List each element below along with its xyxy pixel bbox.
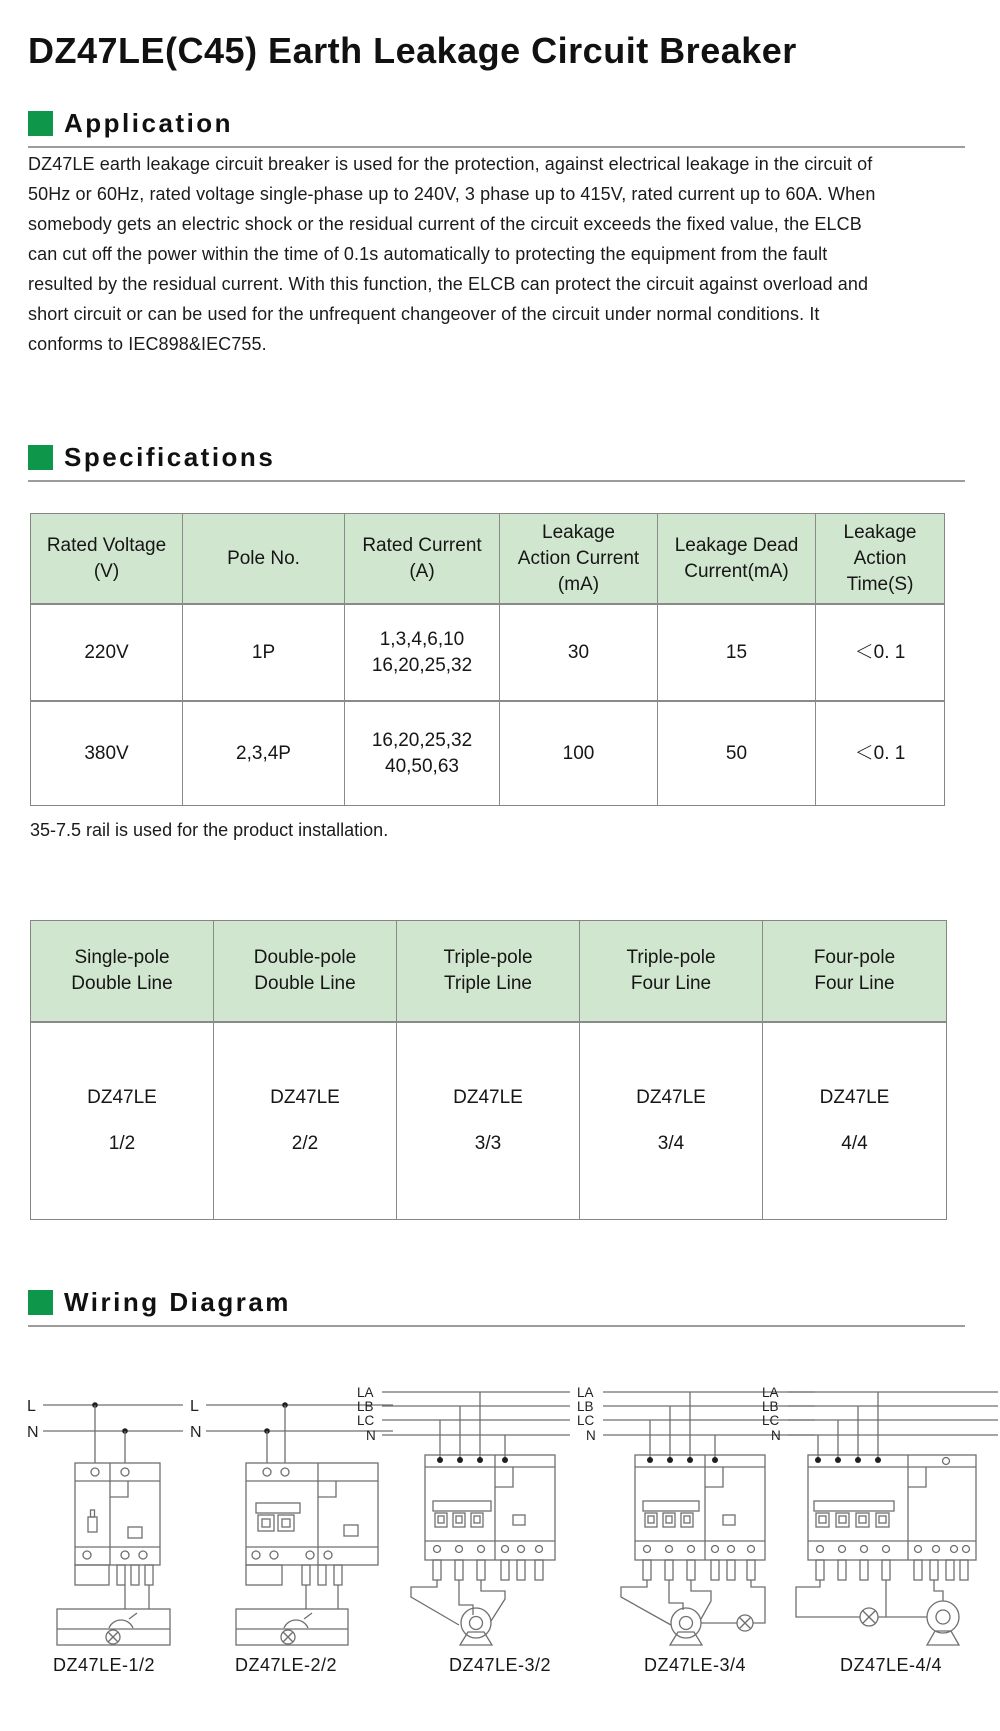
diagram-caption: DZ47LE-3/4	[643, 1655, 747, 1675]
spec-header-leakage-action-current	[500, 514, 658, 605]
load-box	[236, 1609, 348, 1645]
models-cell	[580, 1023, 763, 1219]
models-header-single-pole-double-line	[31, 921, 214, 1023]
line-label-la: LA	[357, 1385, 374, 1400]
model-series: DZ47LE	[453, 1087, 523, 1108]
green-square-icon	[28, 111, 53, 136]
motor-symbol	[461, 1608, 491, 1638]
heading-divider	[28, 146, 965, 148]
spec-header-leakage-action-time	[816, 514, 944, 605]
models-header-triple-pole-four-line	[580, 921, 763, 1023]
spec-cell-leakage-dead: 50	[658, 702, 816, 805]
application-heading: Application	[64, 108, 234, 138]
cell-line: 16,20,25,32	[371, 729, 473, 751]
line-label-l: L	[190, 1398, 199, 1415]
switch-symbol	[109, 1620, 133, 1628]
header-line: (V)	[93, 560, 120, 582]
wiring-diagram-dz47le-3-2	[355, 1375, 570, 1647]
line-label-lc: LC	[357, 1413, 375, 1428]
models-cell	[31, 1023, 214, 1219]
cell-line: 40,50,63	[385, 755, 459, 777]
header-line: Action Current	[517, 547, 640, 569]
breaker-body	[635, 1455, 765, 1560]
model-config: 4/4	[841, 1133, 868, 1154]
header-line: Single-pole	[74, 947, 170, 968]
line-label-n: N	[190, 1424, 202, 1441]
wiring-diagram-dz47le-1-2	[25, 1375, 185, 1647]
green-square-icon	[28, 1290, 53, 1315]
header-line: (mA)	[557, 573, 600, 595]
header-line: Four Line	[630, 973, 712, 994]
header-line: Triple-pole	[443, 947, 533, 968]
model-series: DZ47LE	[270, 1087, 340, 1108]
header-line: (A)	[409, 560, 435, 582]
cell-line: 1,3,4,6,10	[379, 628, 465, 650]
spec-header-rated-current	[345, 514, 500, 605]
specifications-table	[30, 513, 945, 806]
specifications-section-heading	[28, 442, 965, 482]
spec-header-rated-voltage	[31, 514, 183, 605]
spec-cell-poles: 1P	[183, 605, 345, 702]
header-line: Double Line	[71, 973, 173, 994]
line-label-lb: LB	[357, 1399, 374, 1414]
header-line: Double-pole	[253, 947, 357, 968]
spec-cell-action-time: ＜0. 1	[854, 742, 906, 764]
header-line: Double Line	[254, 973, 356, 994]
wiring-diagram-dz47le-4-4	[760, 1375, 998, 1647]
breaker-body	[75, 1463, 160, 1565]
spec-cell-voltage: 380V	[31, 702, 183, 805]
model-config: 3/3	[474, 1133, 502, 1154]
header-line: Current(mA)	[684, 560, 789, 582]
header-line: Action	[853, 547, 907, 569]
line-label-la: LA	[577, 1385, 594, 1400]
breaker-body	[425, 1455, 555, 1560]
page-title: DZ47LE(C45) Earth Leakage Circuit Breaker	[28, 30, 797, 71]
spec-cell-current	[345, 605, 500, 702]
specifications-heading: Specifications	[64, 442, 276, 472]
models-cell	[214, 1023, 397, 1219]
switch-symbol	[284, 1620, 308, 1628]
line-label-lc: LC	[577, 1413, 595, 1428]
line-label-n: N	[366, 1428, 376, 1443]
heading-divider	[28, 1325, 965, 1327]
heading-divider	[28, 480, 965, 482]
application-section-heading	[28, 108, 965, 148]
wiring-heading: Wiring Diagram	[64, 1287, 291, 1317]
models-header-four-pole-four-line	[763, 921, 946, 1023]
diagram-caption: DZ47LE-4/4	[839, 1655, 943, 1675]
header-line: Rated Voltage	[46, 534, 167, 556]
model-series: DZ47LE	[636, 1087, 706, 1108]
model-series: DZ47LE	[819, 1087, 890, 1108]
line-label-lb: LB	[762, 1399, 779, 1414]
spec-cell-current	[345, 702, 500, 805]
models-header-triple-pole-triple-line	[397, 921, 580, 1023]
spec-header-pole-no	[183, 514, 345, 605]
header-line: Leakage	[843, 521, 917, 543]
line-label-n: N	[771, 1428, 781, 1443]
header-line: Triple-pole	[626, 947, 716, 968]
header-line: Rated Current	[362, 534, 482, 556]
models-table	[30, 920, 947, 1220]
spec-cell-action-time: ＜0. 1	[816, 605, 944, 702]
diagram-caption: DZ47LE-1/2	[52, 1655, 156, 1675]
spec-cell-leakage-dead: 15	[658, 605, 816, 702]
header-line: Four Line	[814, 973, 895, 994]
model-series: DZ47LE	[87, 1087, 157, 1108]
models-header-double-pole-double-line	[214, 921, 397, 1023]
cell-line: 16,20,25,32	[371, 654, 473, 676]
installation-note: 35-7.5 rail is used for the product installation.	[30, 820, 389, 840]
green-square-icon	[28, 445, 53, 470]
header-line: Pole No.	[227, 547, 300, 569]
spec-header-leakage-dead-current	[658, 514, 816, 605]
line-label-n: N	[27, 1424, 39, 1441]
model-config: 2/2	[291, 1133, 319, 1154]
header-line: Leakage Dead	[674, 534, 799, 556]
header-line: Leakage	[542, 521, 615, 543]
breaker-body	[808, 1455, 976, 1560]
load-box	[57, 1609, 170, 1645]
motor-symbol	[927, 1601, 959, 1633]
header-line: Four-pole	[813, 947, 896, 968]
wiring-section-heading	[28, 1287, 965, 1327]
spec-cell-voltage: 220V	[31, 605, 183, 702]
line-label-lb: LB	[577, 1399, 594, 1414]
header-line: Triple Line	[443, 973, 532, 994]
diagram-caption: DZ47LE-2/2	[234, 1655, 338, 1675]
line-label-la: LA	[762, 1385, 779, 1400]
spec-cell-leakage-action: 30	[500, 605, 658, 702]
model-config: 3/4	[657, 1133, 685, 1154]
spec-cell-poles: 2,3,4P	[183, 702, 345, 805]
motor-symbol	[671, 1608, 701, 1638]
application-body-text: DZ47LE earth leakage circuit breaker is used for the protection, against electrical leakage in the circuit of 50Hz or 60Hz, rated voltage single-phase up to 240V, 3 phase up to 415V, rated current up to 60A. When somebody gets an electric shock or the residual current of the circuit exceeds the fixed value, the ELCB can cut off the power within the time of 0.1s automatically to protecting the equipment from the fault resulted by the residual current. With this function, the ELCB can protect the circuit against overload and short circuit or can be used for the unfrequent changeover of the circuit under normal conditions. It conforms to IEC898&IEC755.	[28, 154, 876, 354]
spec-cell-leakage-action: 100	[500, 702, 658, 805]
models-cell	[397, 1023, 580, 1219]
model-config: 1/2	[108, 1133, 136, 1154]
header-line: Time(S)	[846, 573, 914, 595]
line-label-l: L	[27, 1398, 36, 1415]
line-label-lc: LC	[762, 1413, 780, 1428]
line-label-n: N	[586, 1428, 596, 1443]
models-cell	[763, 1023, 946, 1219]
lock-icon	[88, 1517, 97, 1532]
diagram-caption: DZ47LE-3/2	[448, 1655, 552, 1675]
